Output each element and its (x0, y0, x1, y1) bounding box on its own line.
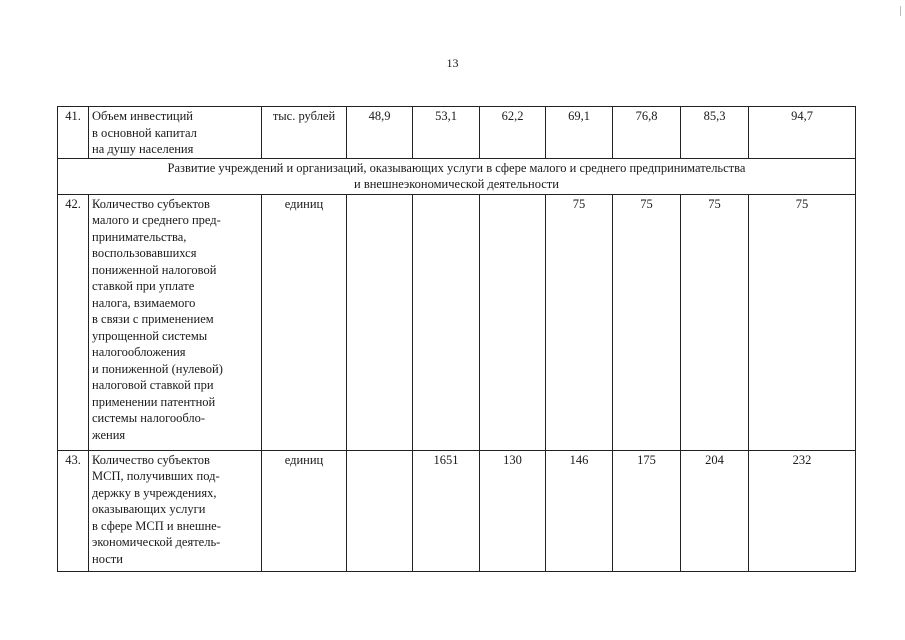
value-cell: 75 (681, 194, 749, 450)
value-cell: 75 (546, 194, 613, 450)
value-cell: 146 (546, 450, 613, 571)
value-cell: 94,7 (749, 107, 856, 159)
unit-cell: единиц (262, 194, 347, 450)
value-cell: 76,8 (613, 107, 681, 159)
unit-cell: единиц (262, 450, 347, 571)
row-number: 43. (58, 450, 89, 571)
scan-edge-mark (900, 6, 901, 16)
value-cell: 130 (480, 450, 546, 571)
indicator-name: Количество субъектов МСП, получивших под- держку в учреждениях, оказывающих услуги в сфере МСП и внешне- экономической деятель- ности (89, 450, 262, 571)
value-cell: 62,2 (480, 107, 546, 159)
value-cell: 175 (613, 450, 681, 571)
page-number: 13 (446, 56, 459, 70)
section-title: Развитие учреждений и организаций, оказывающих услуги в сфере малого и среднего предпринимательства и внешнеэкономической деятельности (58, 158, 856, 194)
value-cell (480, 194, 546, 450)
value-cell: 75 (749, 194, 856, 450)
table-row (58, 450, 856, 571)
indicator-name: Количество субъектов малого и среднего пред- принимательства, воспользовавшихся пониженной налоговой ставкой при уплате налога, взимаемого в связи с применением упрощенной системы налогообложения и пониженной (нулевой) налоговой ставкой при применении патентной системы налогообло- жения (89, 194, 262, 450)
value-cell: 53,1 (413, 107, 480, 159)
table-row (58, 194, 856, 450)
row-number: 42. (58, 194, 89, 450)
value-cell: 85,3 (681, 107, 749, 159)
value-cell: 204 (681, 450, 749, 571)
value-cell (347, 450, 413, 571)
value-cell: 1651 (413, 450, 480, 571)
value-cell: 48,9 (347, 107, 413, 159)
value-cell (347, 194, 413, 450)
value-cell: 232 (749, 450, 856, 571)
value-cell (413, 194, 480, 450)
indicator-name: Объем инвестиций в основной капитал на душу населения (89, 107, 262, 159)
section-header-row (58, 158, 856, 194)
value-cell: 75 (613, 194, 681, 450)
row-number: 41. (58, 107, 89, 159)
value-cell: 69,1 (546, 107, 613, 159)
table-row (58, 107, 856, 159)
indicators-table (57, 106, 856, 572)
unit-cell: тыс. рублей (262, 107, 347, 159)
